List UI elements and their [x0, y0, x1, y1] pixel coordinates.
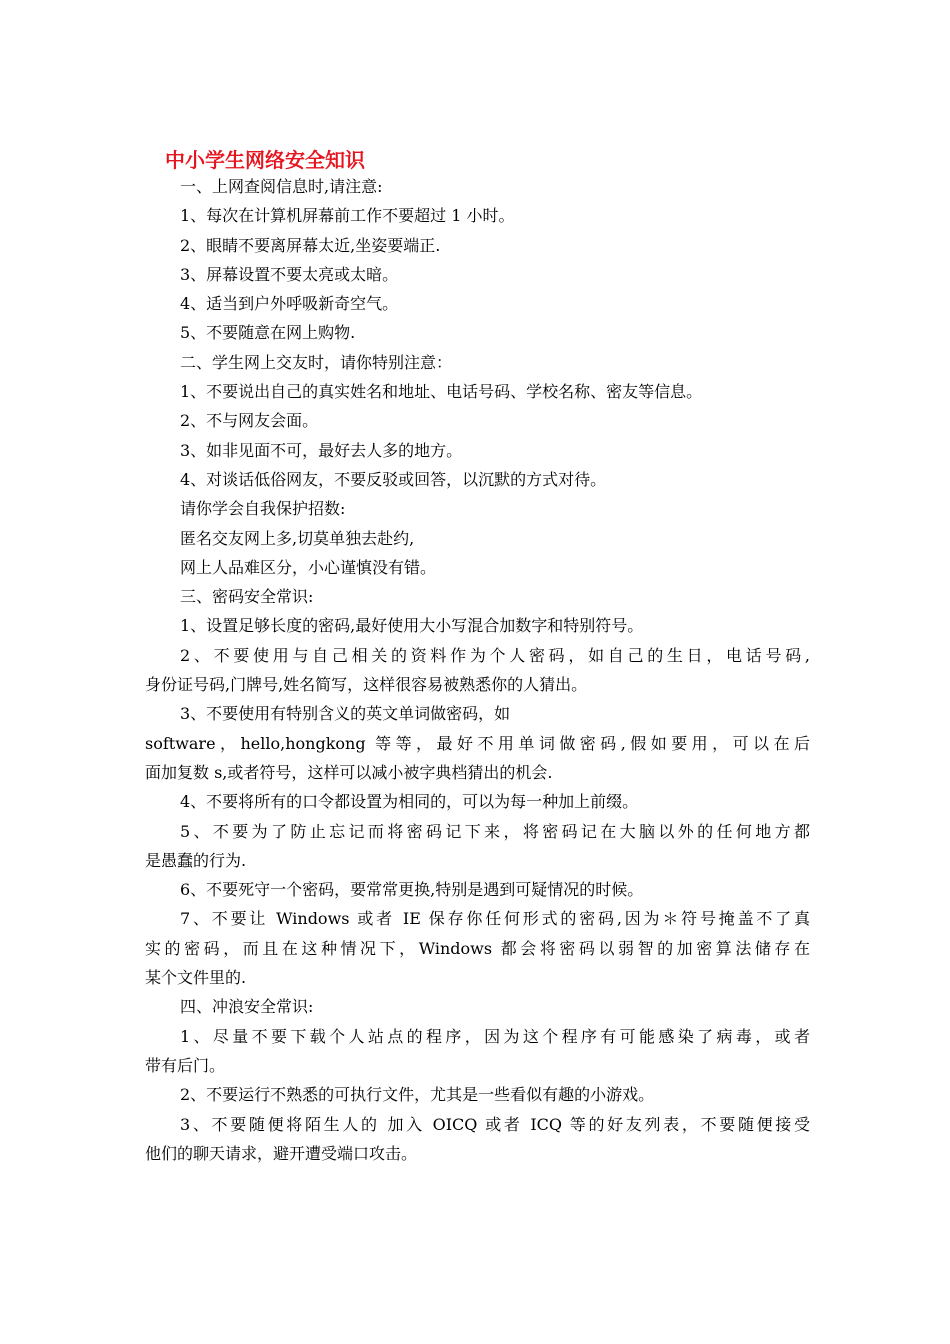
text-line: 四、冲浪安全常识:	[180, 997, 314, 1017]
text-line: 二、学生网上交友时，请你特别注意：	[180, 352, 453, 372]
text-line: 4、适当到户外呼吸新奇空气。	[180, 294, 399, 314]
text-line: 2、不要运行不熟悉的可执行文件，尤其是一些看似有趣的小游戏。	[180, 1085, 655, 1105]
text-line: 2、不要使用与自己相关的资料作为个人密码，如自己的生日，电话号码,	[180, 645, 810, 665]
text-line: 请你学会自我保护招数:	[180, 499, 346, 519]
text-line: 面加复数 s,或者符号，这样可以减小被字典档猜出的机会.	[145, 762, 553, 782]
text-line: 带有后门。	[145, 1055, 226, 1075]
text-line: 4、不要将所有的口令都设置为相同的，可以为每一种加上前缀。	[180, 792, 639, 812]
text-line: 一、上网查阅信息时,请注意:	[180, 177, 383, 196]
text-line: 网上人品难区分，小心谨慎没有错。	[180, 557, 437, 577]
text-line: 3、如非见面不可，最好去人多的地方。	[180, 440, 463, 460]
text-line: 某个文件里的.	[145, 968, 247, 988]
text-line: 3、不要随便将陌生人的 加入 OICQ 或者 ICQ 等的好友列表，不要随便接受	[180, 1114, 810, 1134]
text-line: 6、不要死守一个密码，要常常更换,特别是遇到可疑情况的时候。	[180, 880, 644, 900]
document-body	[145, 172, 810, 1168]
text-line: 是愚蠢的行为.	[145, 850, 247, 870]
text-line: software，hello,hongkong 等等，最好不用单词做密码,假如要用，可以在后	[145, 733, 810, 753]
text-line: 匿名交友网上多,切莫单独去赴约,	[180, 528, 415, 548]
text-line: 4、对谈话低俗网友，不要反驳或回答，以沉默的方式对待。	[180, 469, 607, 489]
text-line: 身份证号码,门牌号,姓名简写，这样很容易被熟悉你的人猜出。	[145, 675, 588, 695]
text-line: 1、尽量不要下载个人站点的程序，因为这个程序有可能感染了病毒，或者	[180, 1026, 810, 1046]
page-title: 中小学生网络安全知识	[165, 148, 365, 172]
text-line: 实的密码，而且在这种情况下，Windows 都会将密码以弱智的加密算法储存在	[145, 938, 810, 958]
text-line: 1、设置足够长度的密码,最好使用大小写混合加数字和特别符号。	[180, 616, 644, 636]
text-line: 7、不要让 Windows 或者 IE 保存你任何形式的密码,因为＊符号掩盖不了真	[180, 909, 810, 929]
text-line: 2、不与网友会面。	[180, 411, 319, 431]
text-line: 3、屏幕设置不要太亮或太暗。	[180, 264, 399, 284]
text-line: 5、不要随意在网上购物.	[180, 323, 356, 343]
text-line: 2、眼睛不要离屏幕太近,坐姿要端正.	[180, 235, 441, 255]
text-line: 他们的聊天请求，避开遭受端口攻击。	[145, 1143, 418, 1163]
text-line: 1、每次在计算机屏幕前工作不要超过 1 小时。	[180, 206, 515, 226]
text-line: 1、不要说出自己的真实姓名和地址、电话号码、学校名称、密友等信息。	[180, 382, 703, 402]
text-line: 5、不要为了防止忘记而将密码记下来，将密码记在大脑以外的任何地方都	[180, 821, 810, 841]
text-line: 3、不要使用有特别含义的英文单词做密码，如	[180, 704, 511, 724]
text-line: 三、密码安全常识:	[180, 587, 314, 607]
